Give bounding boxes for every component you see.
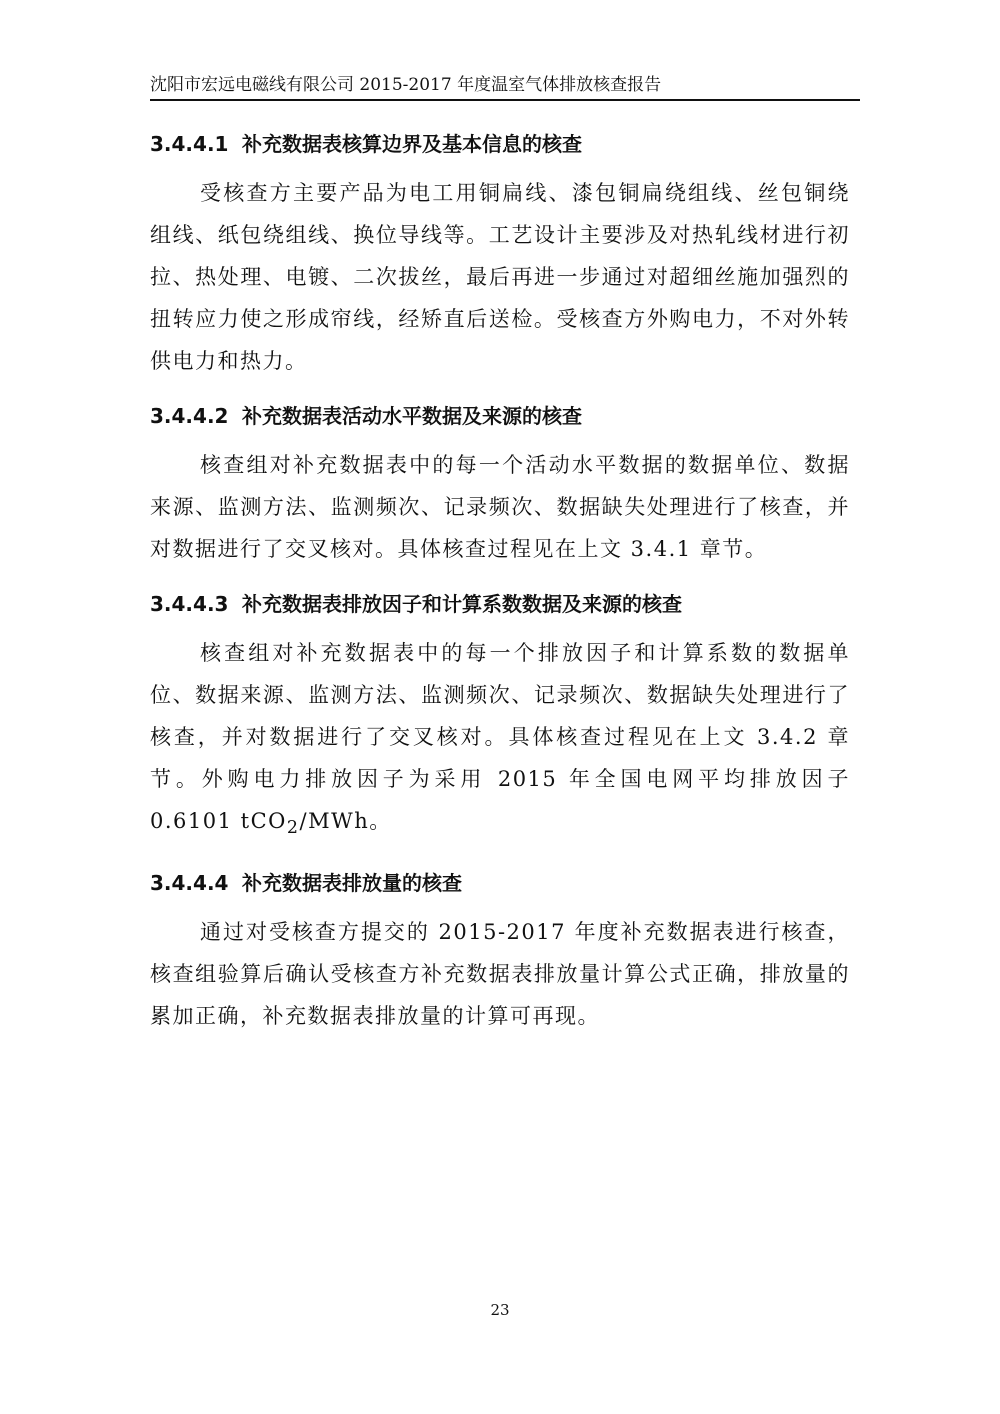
paragraph-text: 核查组对补充数据表中的每一个排放因子和计算系数的数据单位、数据来源、监测方法、监测频次、记录频次、数据缺失处理进行了核查，并对数据进行了交叉核对。具体核查过程见在上文 3.4.2 章节。外购电力排放因子为采用 2015 年全国电网平均排放因子 0.6101 <box>150 641 851 833</box>
section-heading <box>150 863 850 903</box>
running-header: 沈阳市宏远电磁线有限公司 2015-2017 年度温室气体排放核查报告 <box>150 75 662 95</box>
header-rule <box>150 99 860 101</box>
section-heading <box>150 584 850 624</box>
section-paragraph: 通过对受核查方提交的 2015-2017 年度补充数据表进行核查，核查组验算后确认受核查方补充数据表排放量计算公式正确，排放量的累加正确，补充数据表排放量的计算可再现。 <box>150 920 850 1029</box>
unit-suffix: /MWh。 <box>299 809 392 833</box>
section-paragraph: 核查组对补充数据表中的每一个活动水平数据的数据单位、数据来源、监测方法、监测频次、记录频次、数据缺失处理进行了核查，并对数据进行了交叉核对。具体核查过程见在上文 3.4.1 章节。 <box>150 453 850 561</box>
section-heading <box>150 396 850 436</box>
section-number: 3.4.4.1 <box>150 132 229 156</box>
section-number: 3.4.4.2 <box>150 404 229 428</box>
section-number: 3.4.4.3 <box>150 592 229 616</box>
section-paragraph: 受核查方主要产品为电工用铜扁线、漆包铜扁绕组线、丝包铜绕组线、纸包绕组线、换位导线等。工艺设计主要涉及对热轧线材进行初拉、热处理、电镀、二次拔丝，最后再进一步通过对超细丝施加强烈的扭转应力使之形成帘线，经矫直后送检。受核查方外购电力，不对外转供电力和热力。 <box>150 181 850 373</box>
unit-subscript: 2 <box>286 818 300 839</box>
section-paragraph <box>150 632 850 849</box>
page-content <box>150 110 850 1051</box>
section-3-4-4-1 <box>150 124 850 382</box>
page-number: 23 <box>490 1301 510 1319</box>
section-title: 补充数据表排放因子和计算系数数据及来源的核查 <box>242 592 682 616</box>
section-heading <box>150 124 850 164</box>
unit-prefix: tCO <box>240 809 287 833</box>
section-title: 补充数据表排放量的核查 <box>242 871 462 896</box>
section-3-4-4-2 <box>150 396 850 570</box>
section-3-4-4-4 <box>150 863 850 1037</box>
section-title: 补充数据表核算边界及基本信息的核查 <box>242 132 582 156</box>
section-3-4-4-3 <box>150 584 850 849</box>
section-title: 补充数据表活动水平数据及来源的核查 <box>242 404 582 428</box>
section-number: 3.4.4.4 <box>150 871 229 896</box>
